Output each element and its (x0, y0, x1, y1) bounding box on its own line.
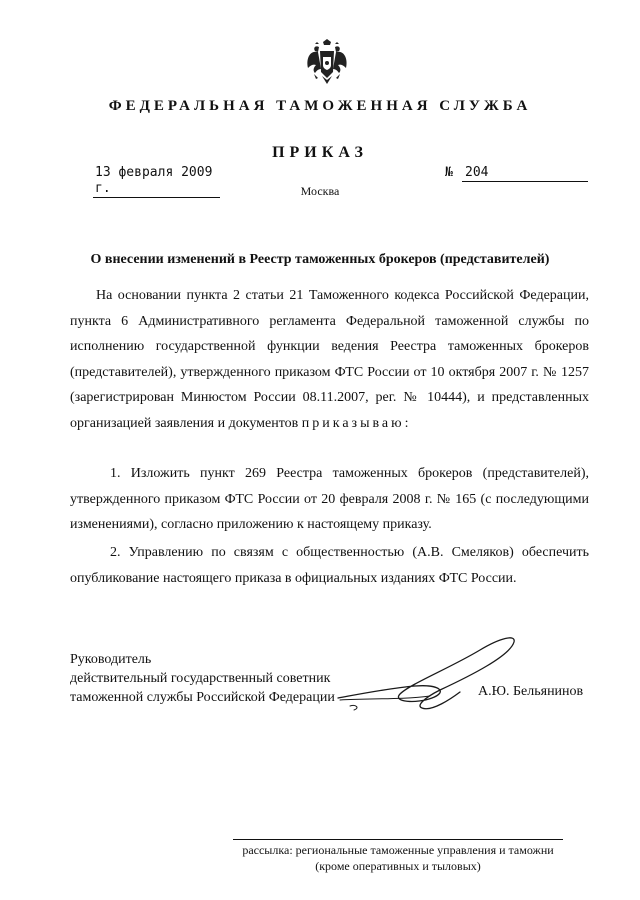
signatory-title-line-3: таможенной службы Российской Федерации (70, 690, 335, 705)
order-item-2: 2. Управлению по связям с общественностью (А.В. Смеляков) обеспечить опубликование настоящего приказа в официальных изданиях ФТС России. (70, 545, 589, 586)
double-headed-eagle-emblem-icon (305, 38, 349, 86)
signatory-name: А.Ю. Бельянинов (478, 684, 584, 699)
handwritten-signature (320, 628, 540, 720)
distribution-line-1: рассылка: региональные таможенные управления и таможни (242, 843, 554, 857)
distribution-line-2: (кроме оперативных и тыловых) (315, 859, 481, 873)
order-subject: О внесении изменений в Реестр таможенных брокеров (представителей) (90, 252, 550, 267)
distribution-list (233, 842, 563, 874)
document-type-title: ПРИКАЗ (272, 144, 368, 161)
agency-name: ФЕДЕРАЛЬНАЯ ТАМОЖЕННАЯ СЛУЖБА (108, 98, 532, 114)
order-number-label: № (445, 165, 453, 180)
signatory-title (70, 650, 335, 707)
preamble-text: На основании пункта 2 статьи 21 Таможенного кодекса Российской Федерации, пункта 6 Административного регламента Федеральной таможенной службы по исполнению государственной функции ведения Реестра таможенных брокеров (представителей), утвержденного приказом ФТС России от 10 октября 2007 г. № 1257 (зарегистрирован Минюстом России 08.11.2007, рег. № 10444), и представленных организацией заявления и документов (70, 288, 589, 431)
order-number: 204 (462, 165, 588, 182)
signatory-title-line-2: действительный государственный советник (70, 671, 331, 686)
city: Москва (300, 184, 340, 198)
order-date: 13 февраля 2009 г. (93, 165, 220, 198)
order-item-1: 1. Изложить пункт 269 Реестра таможенных брокеров (представителей), утвержденного приказом ФТС России от 20 февраля 2008 г. № 165 (с последующими изменениями), согласно приложению к настоящему приказу. (70, 466, 589, 532)
signatory-title-line-1: Руководитель (70, 652, 152, 667)
order-word: приказываю: (301, 415, 412, 431)
distribution-divider (233, 839, 563, 840)
preamble-paragraph (70, 283, 589, 436)
